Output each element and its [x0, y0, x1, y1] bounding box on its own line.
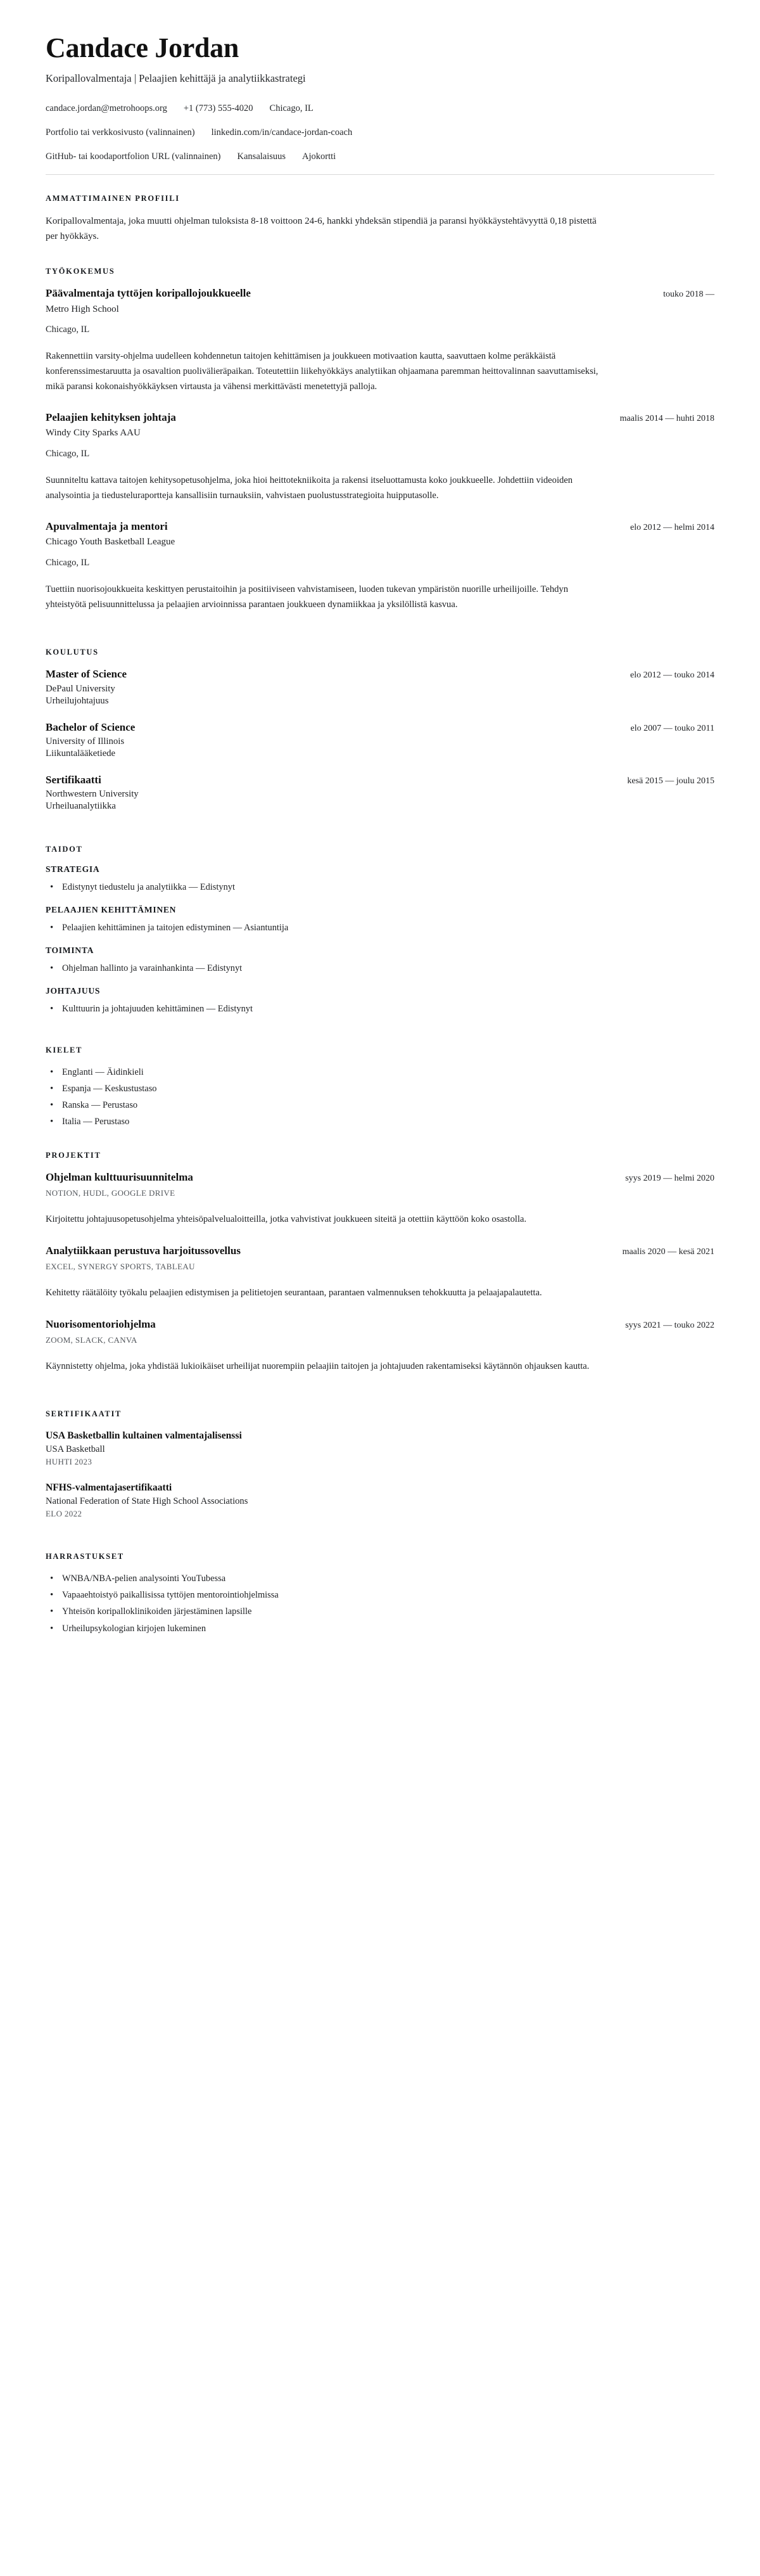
skill-group — [46, 864, 714, 895]
list-item: • Vapaaehtoistyö paikallisissa tyttöjen mentorointiohjelmissa — [46, 1588, 714, 1603]
project-title: Ohjelman kulttuurisuunnitelma — [46, 1171, 193, 1184]
list-item: • Edistynyt tiedustelu ja analytiikka — Edistynyt — [46, 880, 714, 895]
experience-entry-head — [46, 411, 714, 425]
contact-row-web — [46, 126, 714, 139]
education-school: University of Illinois — [46, 736, 125, 747]
skill-group-title: TOIMINTA — [46, 945, 94, 955]
contact-portfolio[interactable]: Portfolio tai verkkosivusto (valinnainen) — [46, 127, 195, 138]
certification-entry — [46, 1481, 714, 1519]
section-title-education: KOULUTUS — [46, 648, 99, 657]
project-date-range: syys 2021 — touko 2022 — [625, 1320, 714, 1330]
page-title: Candace Jordan — [46, 32, 239, 63]
contact-phone[interactable]: +1 (773) 555-4020 — [183, 103, 253, 113]
certification-name: NFHS-valmentajasertifikaatti — [46, 1482, 172, 1494]
education-field: Urheiluanalytiikka — [46, 800, 116, 811]
section-skills — [46, 845, 714, 1016]
project-entry-head — [46, 1244, 714, 1258]
section-interests — [46, 1552, 714, 1636]
section-title-projects: PROJEKTIT — [46, 1151, 101, 1160]
resume-headline: Koripallovalmentaja | Pelaajien kehittäjä ja analytiikkastrategi — [46, 72, 306, 84]
education-date-range: elo 2012 — touko 2014 — [630, 670, 714, 681]
experience-entry — [46, 520, 714, 612]
list-item: • Yhteisön koripalloklinikoiden järjestäminen lapsille — [46, 1605, 714, 1619]
education-field: Liikuntalääketiede — [46, 748, 116, 759]
contact-row-primary — [46, 102, 714, 115]
experience-job-title: Päävalmentaja tyttöjen koripallojoukkueelle — [46, 287, 251, 300]
skill-list — [46, 961, 714, 976]
education-entry-head — [46, 773, 714, 787]
project-title: Nuorisomentoriohjelma — [46, 1317, 156, 1330]
project-tech-stack: NOTION, HUDL, GOOGLE DRIVE — [46, 1188, 175, 1198]
experience-date-range: touko 2018 — — [663, 290, 714, 300]
education-school: Northwestern University — [46, 788, 139, 799]
certification-issuer: National Federation of State High School Associations — [46, 1496, 248, 1507]
project-date-range: maalis 2020 — kesä 2021 — [622, 1246, 714, 1257]
contact-location: Chicago, IL — [269, 103, 314, 113]
list-item: • Urheilupsykologian kirjojen lukeminen — [46, 1622, 714, 1636]
experience-date-range: maalis 2014 — huhti 2018 — [619, 414, 714, 424]
section-title-certifications: SERTIFIKAATIT — [46, 1409, 122, 1419]
project-date-range: syys 2019 — helmi 2020 — [625, 1174, 714, 1184]
experience-company: Chicago Youth Basketball League — [46, 537, 175, 548]
experience-entry-head — [46, 286, 714, 300]
experience-description: Suunniteltu kattava taitojen kehitysopetusohjelma, joka hioi heittotekniikoita ja rakensi itseluottamusta koko joukkueelle. Johdettiin videoiden analysointia ja tiedusteluraportteja kansallisiin turnauksiin, vahvistaen puolustusstrategioita huipputasolle. — [46, 475, 573, 501]
language-list — [46, 1065, 714, 1129]
skill-group — [46, 905, 714, 935]
interest-list — [46, 1572, 714, 1636]
contact-linkedin[interactable]: linkedin.com/in/candace-jordan-coach — [211, 127, 353, 138]
experience-description: Tuettiin nuorisojoukkueita keskittyen perustaitoihin ja positiiviseen vahvistamiseen, luoden tukevan ympäristön nuorille urheilijoille. Tehdyn yhteistyötä pelisuunnittelussa ja pelaajien arvioinnissa parantaen joukkueen dynamiikkaa ja yksilöllistä kasvua. — [46, 584, 569, 610]
education-degree: Bachelor of Science — [46, 721, 136, 733]
list-item: • WNBA/NBA-pelien analysointi YouTubessa — [46, 1572, 714, 1586]
experience-location: Chicago, IL — [46, 449, 90, 459]
project-title: Analytiikkaan perustuva harjoitussovellus — [46, 1244, 241, 1257]
section-languages — [46, 1046, 714, 1129]
experience-entry — [46, 286, 714, 394]
list-item: • Ranska — Perustaso — [46, 1098, 714, 1113]
contact-driving-license: Ajokortti — [302, 151, 336, 162]
experience-entry-head — [46, 520, 714, 534]
education-entry-head — [46, 667, 714, 681]
list-item: • Englanti — Äidinkieli — [46, 1065, 714, 1080]
skill-group-title: STRATEGIA — [46, 864, 100, 874]
experience-date-range: elo 2012 — helmi 2014 — [630, 523, 714, 533]
certification-date: HUHTI 2023 — [46, 1457, 92, 1467]
education-entry — [46, 721, 714, 759]
education-entry — [46, 667, 714, 706]
certification-name: USA Basketballin kultainen valmentajalisenssi — [46, 1430, 242, 1442]
project-entry — [46, 1244, 714, 1301]
profile-summary: Koripallovalmentaja, joka muutti ohjelman tuloksista 8-18 voittoon 24-6, hankki yhdeksän stipendiä ja paransi hyökkäystehtävyyttä 0,18 pistettä per hyökkäys. — [46, 215, 597, 242]
section-projects — [46, 1151, 714, 1374]
education-degree: Sertifikaatti — [46, 773, 101, 786]
contact-email[interactable]: candace.jordan@metrohoops.org — [46, 103, 167, 113]
section-title-profile: AMMATTIMAINEN PROFIILI — [46, 193, 180, 203]
skill-list — [46, 880, 714, 895]
project-description: Käynnistetty ohjelma, joka yhdistää lukioikäiset urheilijat nuorempiin pelaajiin taitojen ja johtajuuden rakentamiseksi käytännön ohjauksen kautta. — [46, 1361, 590, 1371]
skill-group — [46, 986, 714, 1016]
project-entry — [46, 1170, 714, 1227]
contact-nationality: Kansalaisuus — [237, 151, 286, 162]
education-degree: Master of Science — [46, 668, 127, 681]
list-item: • Pelaajien kehittäminen ja taitojen edistyminen — Asiantuntija — [46, 921, 714, 935]
experience-location: Chicago, IL — [46, 558, 90, 568]
education-entry-head — [46, 721, 714, 734]
section-profile — [46, 194, 714, 245]
section-experience — [46, 267, 714, 612]
skill-group — [46, 945, 714, 976]
certification-issuer: USA Basketball — [46, 1444, 105, 1455]
section-title-languages: KIELET — [46, 1045, 83, 1054]
section-title-skills: TAIDOT — [46, 844, 83, 854]
project-description: Kirjoitettu johtajuusopetusohjelma yhteisöpalvelualoitteilla, jotka vahvistivat joukkueen siteitä ja otettiin käyttöön koko osastolla. — [46, 1214, 527, 1225]
project-entry — [46, 1317, 714, 1375]
education-entry — [46, 773, 714, 812]
list-item: • Italia — Perustaso — [46, 1115, 714, 1129]
resume-header — [46, 33, 714, 163]
list-item: • Kulttuurin ja johtajuuden kehittäminen — Edistynyt — [46, 1002, 714, 1016]
experience-entry — [46, 411, 714, 503]
skill-list — [46, 921, 714, 935]
skill-group-title: PELAAJIEN KEHITTÄMINEN — [46, 904, 177, 914]
section-title-interests: HARRASTUKSET — [46, 1552, 124, 1561]
contact-row-extra — [46, 150, 714, 163]
project-tech-stack: EXCEL, SYNERGY SPORTS, TABLEAU — [46, 1261, 195, 1271]
section-title-experience: TYÖKOKEMUS — [46, 267, 115, 276]
certification-date: ELO 2022 — [46, 1509, 82, 1519]
experience-description: Rakennettiin varsity-ohjelma uudelleen kohdennetun taitojen kehittämisen ja joukkueen motivaation kautta, saavuttaen kolme peräkkäistä konferenssimestaruutta ja osavaltion puolivälieräpaikan. Toteutettiin liikehyökkäys analytiikan ohjaamana paremman heittovalinnan saavuttamiseksi, mikä paransi kokonaishyökkäyksen virtausta ja vähensi merkittävästi menetettyjä palloja. — [46, 351, 598, 392]
education-date-range: kesä 2015 — joulu 2015 — [627, 776, 714, 786]
experience-company: Metro High School — [46, 304, 119, 314]
header-divider — [46, 174, 714, 175]
certification-entry — [46, 1429, 714, 1467]
section-certifications — [46, 1409, 714, 1519]
skill-group-title: JOHTAJUUS — [46, 985, 101, 996]
list-item: • Ohjelman hallinto ja varainhankinta — Edistynyt — [46, 961, 714, 976]
section-education — [46, 648, 714, 811]
education-date-range: elo 2007 — touko 2011 — [630, 723, 714, 733]
project-tech-stack: ZOOM, SLACK, CANVA — [46, 1335, 137, 1345]
project-description: Kehitetty räätälöity työkalu pelaajien edistymisen ja pelitietojen seurantaan, parantaen valmennuksen tehokkuutta ja pelaajapalautetta. — [46, 1287, 542, 1298]
list-item: • Espanja — Keskustustaso — [46, 1082, 714, 1096]
education-field: Urheilujohtajuus — [46, 695, 109, 706]
project-entry-head — [46, 1170, 714, 1184]
experience-location: Chicago, IL — [46, 324, 90, 335]
skill-list — [46, 1002, 714, 1016]
experience-company: Windy City Sparks AAU — [46, 428, 141, 439]
experience-job-title: Apuvalmentaja ja mentori — [46, 520, 168, 533]
education-school: DePaul University — [46, 683, 115, 694]
experience-job-title: Pelaajien kehityksen johtaja — [46, 411, 176, 424]
contact-github[interactable]: GitHub- tai koodaportfolion URL (valinnainen) — [46, 151, 221, 162]
project-entry-head — [46, 1317, 714, 1331]
